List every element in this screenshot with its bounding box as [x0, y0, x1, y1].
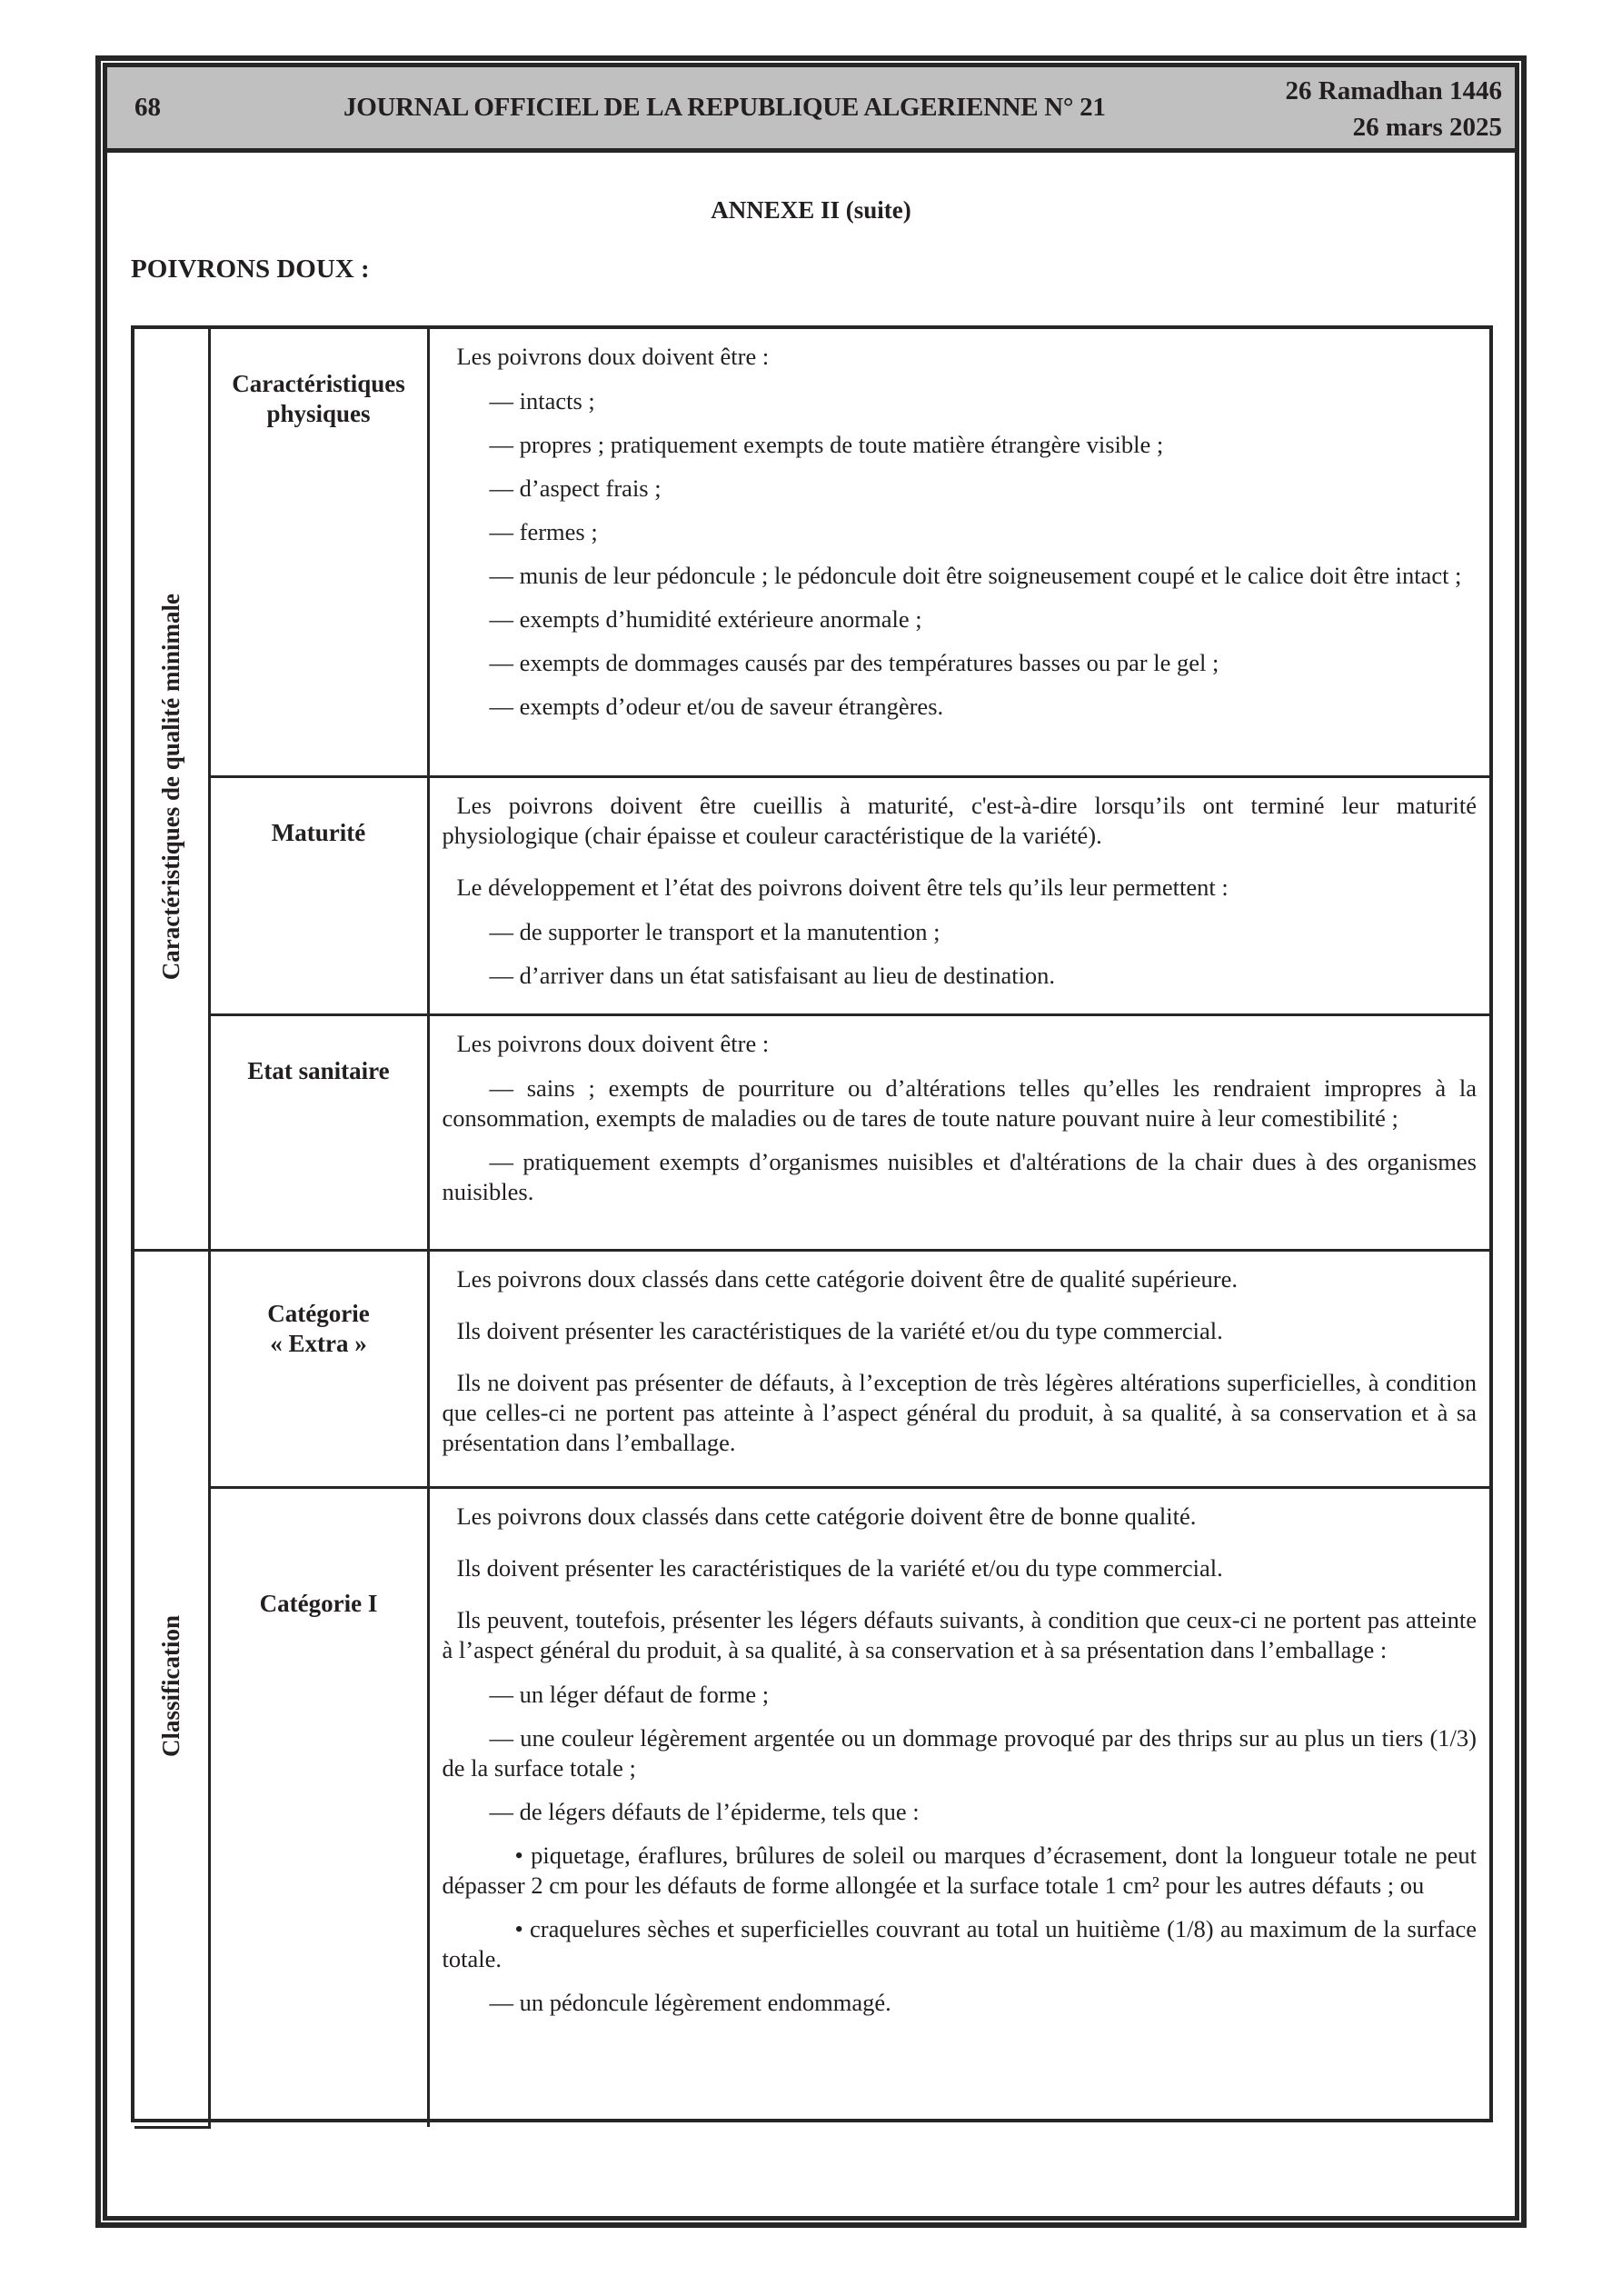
standards-grid [134, 329, 1489, 2129]
criterion-text-cell [428, 1250, 1489, 1487]
group-label: Caractéristiques de qualité minimale [156, 593, 184, 980]
annexe-title: ANNEXE II (suite) [711, 196, 911, 224]
journal-header [107, 67, 1515, 153]
dash-item: — propres ; pratiquement exempts de toute matière étrangère visible ; [489, 431, 1164, 458]
criterion-text-cell [428, 1487, 1489, 2127]
criterion-label: Catégorie [267, 1299, 370, 1327]
table-row [134, 776, 1489, 1014]
dash-item: — un léger défaut de forme ; [489, 1680, 770, 1708]
group-label: Classification [156, 1614, 184, 1757]
criterion-label-cell [209, 1250, 428, 1487]
paragraph: Ils peuvent, toutefois, présenter les légers défauts suivants, à condition que ceux-ci ne portent pas atteinte à l’aspect général du produit, à sa qualité, à sa conservation et à sa présentation dans l’emballage : [442, 1605, 1477, 1663]
criterion-text-cell [428, 1014, 1489, 1250]
paragraph: Les poivrons doux classés dans cette catégorie doivent être de bonne qualité. [456, 1502, 1197, 1530]
table-row [134, 1014, 1489, 1250]
criterion-text-cell [428, 776, 1489, 1014]
paragraph: Ils doivent présenter les caractéristiques de la variété et/ou du type commercial. [456, 1553, 1223, 1582]
journal-title: JOURNAL OFFICIEL DE LA REPUBLIQUE ALGERIENNE N° 21 [343, 93, 1106, 122]
dash-item: — sains ; exempts de pourriture ou d’altérations telles qu’elles les rendraient impropres à la consommation, exempts de maladies ou de tares de toute nature pouvant nuire à leur comestibilité ; [442, 1073, 1477, 1132]
page-number: 68 [134, 93, 161, 122]
group-label-cell [134, 1250, 209, 2127]
paragraph: Les poivrons doux doivent être : [456, 1029, 770, 1057]
dash-item: — une couleur légèrement argentée ou un dommage provoqué par des thrips sur au plus un tiers (1/3) de la surface totale ; [442, 1723, 1477, 1782]
criterion-label: Catégorie I [259, 1589, 378, 1617]
dash-item: — fermes ; [489, 518, 598, 545]
dash-item: — un pédoncule légèrement endommagé. [489, 1988, 891, 2016]
dash-item: — exempts d’humidité extérieure anormale ; [489, 605, 922, 633]
table-row [134, 329, 1489, 776]
paragraph: Les poivrons doux classés dans cette catégorie doivent être de qualité supérieure. [456, 1264, 1238, 1293]
section-title: POIVRONS DOUX : [131, 255, 370, 284]
group-label-cell [134, 329, 209, 1250]
standards-table [131, 325, 1493, 2122]
table-row [134, 1487, 1489, 2127]
table-row [134, 1250, 1489, 1487]
paragraph: Ils doivent présenter les caractéristiques de la variété et/ou du type commercial. [456, 1316, 1223, 1344]
paragraph: Les poivrons doux doivent être : [456, 343, 770, 370]
criterion-label: physiques [266, 400, 371, 427]
dash-item: — d’arriver dans un état satisfaisant au lieu de destination. [489, 961, 1056, 989]
dash-item: — de supporter le transport et la manutention ; [489, 917, 940, 945]
issue-dates [1286, 73, 1503, 145]
dash-item: — pratiquement exempts d’organismes nuisibles et d'altérations de la chair dues à des organismes nuisibles. [442, 1147, 1477, 1205]
criterion-label: Maturité [271, 818, 366, 846]
criterion-label: Caractéristiques [232, 370, 405, 397]
criterion-label-cell [209, 776, 428, 1014]
date-gregorian: 26 mars 2025 [1352, 113, 1502, 142]
dash-item: — exempts de dommages causés par des températures basses ou par le gel ; [489, 649, 1219, 676]
date-hijri: 26 Ramadhan 1446 [1285, 76, 1502, 105]
criterion-label: « Extra » [270, 1329, 367, 1357]
bullet-item: • piquetage, éraflures, brûlures de soleil ou marques d’écrasement, dont la longueur totale ne peut dépasser 2 cm pour les défauts de forme allongée et la surface totale 1 cm² pour les autres défauts ; ou [442, 1841, 1477, 1899]
criterion-label-cell [209, 1487, 428, 2127]
paragraph: Ils ne doivent pas présenter de défauts, à l’exception de très légères altérations superficielles, à condition que celles-ci ne portent pas atteinte à l’aspect général du produit, à sa qualité, à sa conservation et à sa présentation dans l’emballage. [442, 1368, 1477, 1456]
dash-item: — munis de leur pédoncule ; le pédoncule doit être soigneusement coupé et le calice doit être intact ; [489, 562, 1462, 589]
paragraph: Le développement et l’état des poivrons doivent être tels qu’ils leur permettent : [456, 873, 1229, 901]
criterion-label: Etat sanitaire [247, 1056, 390, 1084]
dash-item: — intacts ; [489, 387, 595, 414]
dash-item: — d’aspect frais ; [489, 474, 662, 502]
criterion-label-cell [209, 329, 428, 776]
paragraph: Les poivrons doivent être cueillis à maturité, c'est-à-dire lorsqu’ils ont terminé leur maturité physiologique (chair épaisse et couleur caractéristique de la variété). [442, 791, 1477, 849]
dash-item: — de légers défauts de l’épiderme, tels que : [489, 1797, 920, 1825]
criterion-label-cell [209, 1014, 428, 1250]
dash-item: — exempts d’odeur et/ou de saveur étrangères. [489, 693, 944, 720]
bullet-item: • craquelures sèches et superficielles couvrant au total un huitième (1/8) au maximum de la surface totale. [442, 1914, 1477, 1972]
criterion-text-cell [428, 329, 1489, 776]
